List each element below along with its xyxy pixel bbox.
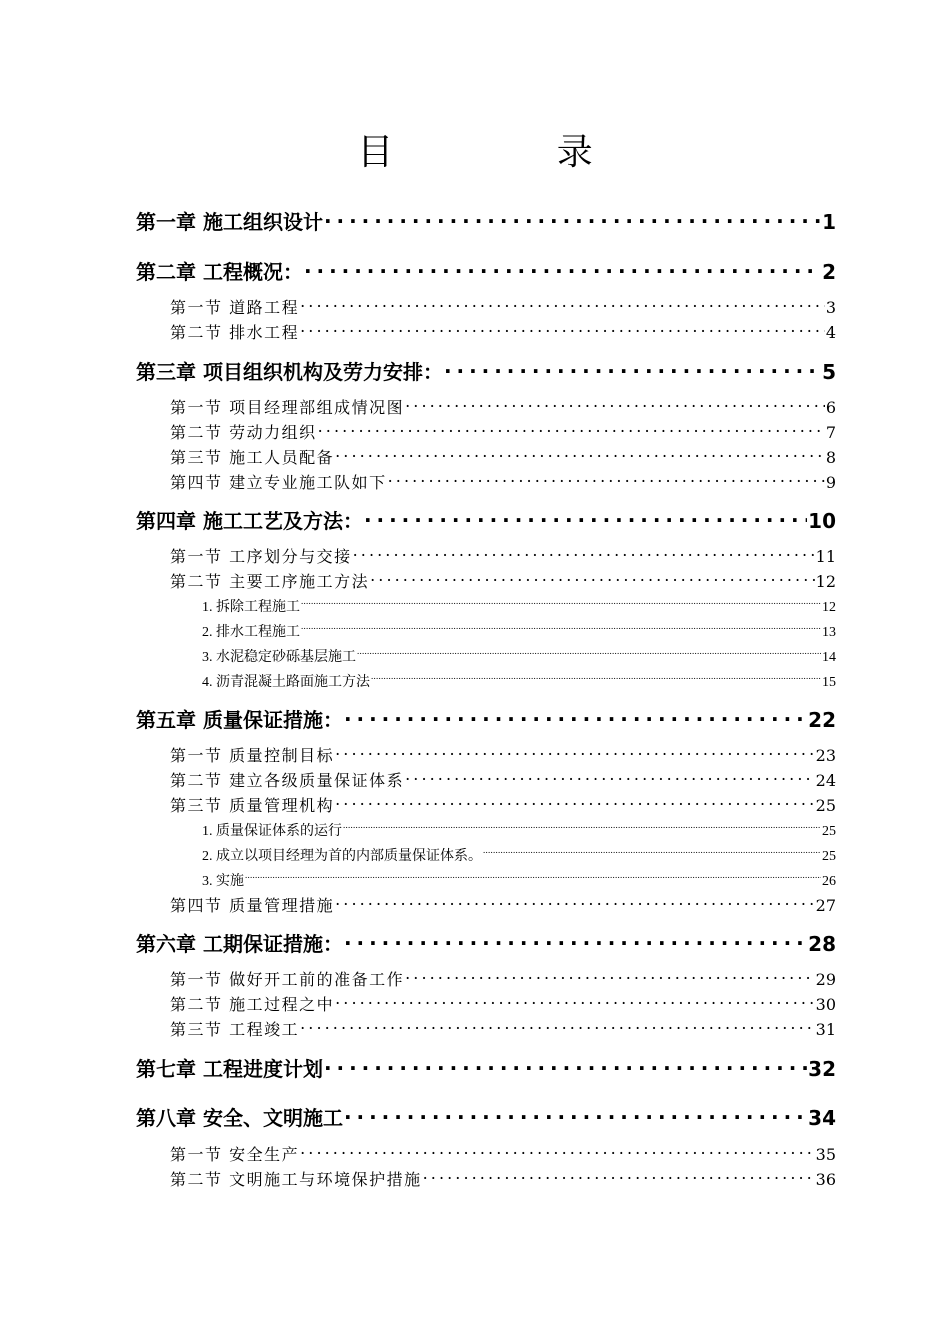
- dot-leader: [301, 597, 821, 611]
- toc-page-number: 12: [815, 572, 836, 591]
- toc-label: 第三节 质量管理机构: [170, 796, 335, 815]
- toc-label: 4. 沥青混凝土路面施工方法: [202, 675, 370, 690]
- toc-label: 第一节 安全生产: [170, 1145, 300, 1164]
- toc-entry-chapter[interactable]: [136, 707, 836, 733]
- dot-leader: [324, 209, 821, 229]
- toc-page-number: 2: [822, 260, 836, 284]
- toc-entry-subsection[interactable]: [202, 622, 836, 643]
- dot-leader: [364, 508, 807, 528]
- toc-label: 1. 质量保证体系的运行: [202, 824, 342, 839]
- dot-leader: [324, 1056, 807, 1076]
- toc-label: 第五章 质量保证措施：: [136, 708, 343, 732]
- toc-page-number: 29: [815, 970, 836, 989]
- toc-page-number: 9: [825, 473, 836, 492]
- toc-page-number: 10: [808, 509, 836, 533]
- dot-leader: [444, 359, 821, 379]
- toc-label: 第一节 道路工程: [170, 298, 300, 317]
- dot-leader: [344, 707, 807, 727]
- toc-entry-section[interactable]: [170, 969, 836, 991]
- toc-label: 第六章 工期保证措施：: [136, 932, 343, 956]
- page-title: 目 录: [357, 132, 669, 173]
- toc-entry-section[interactable]: [170, 795, 836, 817]
- toc-label: 第二章 工程概况：: [136, 260, 303, 284]
- dot-leader: [405, 770, 815, 786]
- toc-page-number: 3: [825, 298, 836, 317]
- toc-label: 第三节 施工人员配备: [170, 448, 335, 467]
- toc-entry-subsection[interactable]: [202, 871, 836, 892]
- toc-label: 第三章 项目组织机构及劳力安排：: [136, 360, 443, 384]
- toc-page-number: 7: [825, 423, 836, 442]
- toc-page-number: 1: [822, 210, 836, 234]
- toc-page-number: 25: [822, 849, 836, 864]
- toc-page-number: 8: [825, 448, 836, 467]
- toc-entry-subsection[interactable]: [202, 821, 836, 842]
- dot-leader: [300, 322, 825, 338]
- toc-page-number: 14: [822, 650, 836, 665]
- dot-leader: [318, 422, 825, 438]
- dot-leader: [371, 672, 821, 686]
- toc-entry-section[interactable]: [170, 571, 836, 593]
- dot-leader: [483, 846, 821, 860]
- toc-entry-chapter[interactable]: [136, 359, 836, 385]
- toc-page-number: 25: [815, 796, 836, 815]
- toc-label: 第一节 做好开工前的准备工作: [170, 970, 405, 989]
- toc-label: 第八章 安全、文明施工: [136, 1106, 343, 1130]
- toc-entry-chapter[interactable]: [136, 508, 836, 534]
- toc-page-number: 13: [822, 625, 836, 640]
- toc-label: 3. 水泥稳定砂砾基层施工: [202, 650, 356, 665]
- toc-entry-section[interactable]: [170, 745, 836, 767]
- dot-leader: [405, 397, 825, 413]
- toc-label: 第二节 主要工序施工方法: [170, 572, 370, 591]
- toc-entry-subsection[interactable]: [202, 672, 836, 693]
- toc-page-number: 24: [815, 771, 836, 790]
- dot-leader: [405, 969, 815, 985]
- toc-label: 第一节 项目经理部组成情况图: [170, 398, 405, 417]
- dot-leader: [344, 1105, 807, 1125]
- toc-page-number: 36: [815, 1170, 836, 1189]
- toc-label: 第四章 施工工艺及方法：: [136, 509, 363, 533]
- dot-leader: [370, 571, 815, 587]
- toc-entry-section[interactable]: [170, 472, 836, 494]
- toc-label: 第二节 文明施工与环境保护措施: [170, 1170, 422, 1189]
- dot-leader: [335, 994, 815, 1010]
- toc-label: 第四节 质量管理措施: [170, 896, 335, 915]
- toc-page-number: 26: [822, 874, 836, 889]
- toc-entry-section[interactable]: [170, 297, 836, 319]
- toc-label: 1. 拆除工程施工: [202, 600, 300, 615]
- dot-leader: [301, 622, 821, 636]
- toc-entry-section[interactable]: [170, 422, 836, 444]
- toc-entry-chapter[interactable]: [136, 259, 836, 285]
- toc-entry-section[interactable]: [170, 770, 836, 792]
- toc-entry-chapter[interactable]: [136, 1105, 836, 1131]
- toc-page-number: 23: [815, 746, 836, 765]
- toc-page-number: 30: [815, 995, 836, 1014]
- toc-entry-section[interactable]: [170, 895, 836, 917]
- toc-label: 第一节 工序划分与交接: [170, 547, 352, 566]
- toc-page-number: 32: [808, 1057, 836, 1081]
- dot-leader: [300, 1019, 815, 1035]
- toc-label: 第四节 建立专业施工队如下: [170, 473, 387, 492]
- toc-label: 第二节 建立各级质量保证体系: [170, 771, 405, 790]
- dot-leader: [300, 297, 825, 313]
- dot-leader: [245, 871, 821, 885]
- toc-label: 第三节 工程竣工: [170, 1020, 300, 1039]
- toc-entry-section[interactable]: [170, 397, 836, 419]
- toc-page-number: 4: [825, 323, 836, 342]
- dot-leader: [423, 1169, 815, 1185]
- toc-label: 第一章 施工组织设计: [136, 210, 323, 234]
- toc-page-number: 27: [815, 896, 836, 915]
- dot-leader: [335, 895, 815, 911]
- toc-label: 第二节 施工过程之中: [170, 995, 335, 1014]
- toc-label: 第七章 工程进度计划: [136, 1057, 323, 1081]
- toc-page-number: 12: [822, 600, 836, 615]
- dot-leader: [304, 259, 821, 279]
- dot-leader: [353, 546, 815, 562]
- dot-leader: [335, 447, 825, 463]
- toc-entry-chapter[interactable]: [136, 931, 836, 957]
- dot-leader: [388, 472, 825, 488]
- toc-page-number: 34: [808, 1106, 836, 1130]
- toc-page-number: 28: [808, 932, 836, 956]
- toc-page-number: 6: [825, 398, 836, 417]
- dot-leader: [344, 931, 807, 951]
- toc-page-number: 25: [822, 824, 836, 839]
- toc-label: 第二节 劳动力组织: [170, 423, 317, 442]
- toc-entry-section[interactable]: [170, 546, 836, 568]
- toc-entry-chapter[interactable]: [136, 1056, 836, 1082]
- toc-entry-section[interactable]: [170, 1169, 836, 1191]
- dot-leader: [357, 647, 821, 661]
- toc-page-number: 15: [822, 675, 836, 690]
- dot-leader: [300, 1144, 815, 1160]
- toc-page-number: 31: [815, 1020, 836, 1039]
- dot-leader: [335, 795, 815, 811]
- toc-entry-subsection[interactable]: [202, 846, 836, 867]
- toc-label: 2. 成立以项目经理为首的内部质量保证体系。: [202, 849, 482, 864]
- toc-page-number: 5: [822, 360, 836, 384]
- toc-page-number: 35: [815, 1145, 836, 1164]
- toc-page-number: 11: [815, 547, 836, 566]
- toc-entry-section[interactable]: [170, 447, 836, 469]
- toc-entry-chapter[interactable]: [136, 209, 836, 235]
- toc-entry-section[interactable]: [170, 994, 836, 1016]
- toc-label: 2. 排水工程施工: [202, 625, 300, 640]
- toc-entry-section[interactable]: [170, 1019, 836, 1041]
- toc-entry-section[interactable]: [170, 322, 836, 344]
- toc-label: 第一节 质量控制目标: [170, 746, 335, 765]
- toc-label: 第二节 排水工程: [170, 323, 300, 342]
- toc-page-number: 22: [808, 708, 836, 732]
- toc-label: 3. 实施: [202, 874, 244, 889]
- toc-entry-subsection[interactable]: [202, 647, 836, 668]
- toc-entry-subsection[interactable]: [202, 597, 836, 618]
- dot-leader: [343, 821, 821, 835]
- toc-entry-section[interactable]: [170, 1144, 836, 1166]
- dot-leader: [335, 745, 815, 761]
